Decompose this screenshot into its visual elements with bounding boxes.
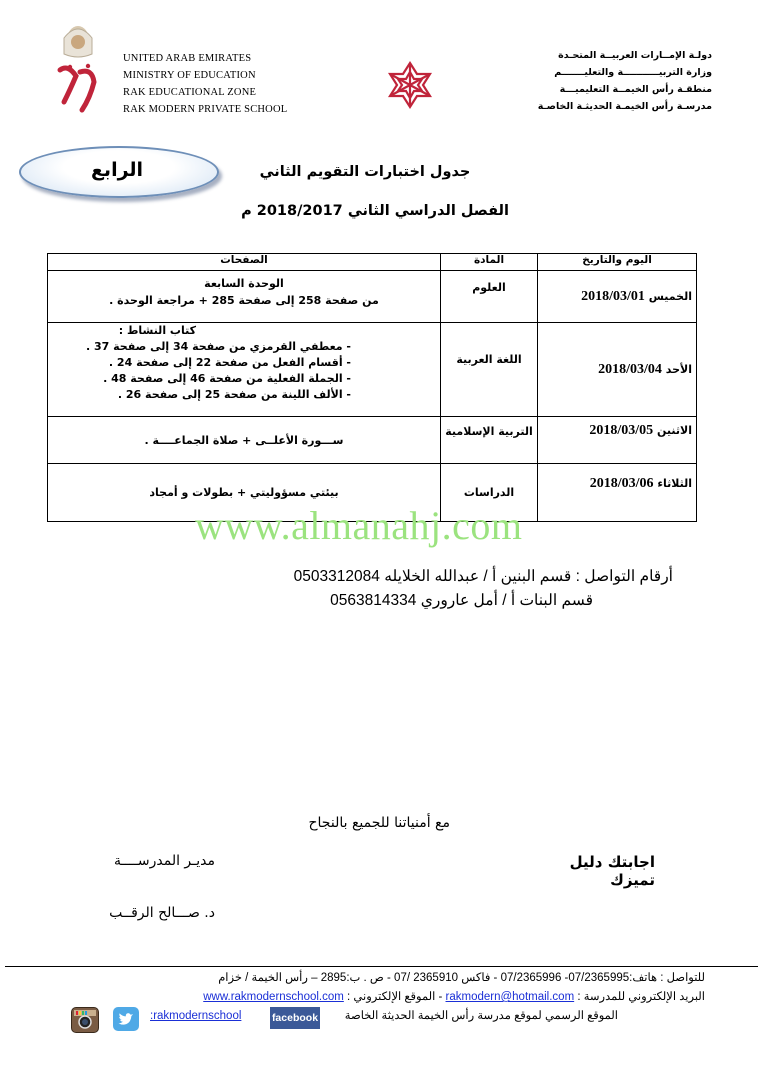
date-cell bbox=[538, 271, 697, 323]
pages-title: كتاب النشاط : bbox=[118, 324, 196, 337]
header-ar-line-3: منطقـة رأس الخيمــة التعليميـــة bbox=[559, 84, 712, 95]
date: 2018/03/06 bbox=[589, 476, 654, 491]
header-ar-line-1: دولـة الإمــارات العربيــة المتحـدة bbox=[558, 50, 712, 61]
page-title: جدول اختبارات التقويم الثاني bbox=[259, 164, 471, 180]
pages-line: ســـورة الأعلــى + صلاة الجماعــــة . bbox=[144, 433, 344, 447]
social-handle-link[interactable]: :rakmodernschool bbox=[150, 1010, 242, 1022]
zayed-year-logo bbox=[54, 20, 102, 120]
pages-line: - أقسام الفعل من صفحة 22 إلى صفحة 24 . bbox=[108, 356, 351, 369]
subject-cell: الدراسات bbox=[441, 464, 538, 522]
subject-cell: التربية الإسلامية bbox=[441, 417, 538, 464]
subject-cell: اللغة العربية bbox=[441, 323, 538, 417]
contact-numbers bbox=[294, 565, 673, 613]
subject-cell: العلوم bbox=[441, 271, 538, 323]
date: 2018/03/05 bbox=[589, 423, 654, 438]
contact-line-1: أرقام التواصل : قسم البنين أ / عبدالله الخلايله 0503312084 bbox=[293, 568, 673, 585]
motto: اجابتك دليل تميزك bbox=[569, 853, 655, 889]
header-pages: الصفحات bbox=[48, 254, 441, 271]
english-header bbox=[123, 50, 287, 118]
closing-wish: مع أمنياتنا للجميع بالنجاح bbox=[308, 815, 450, 831]
pages-cell bbox=[48, 323, 441, 417]
day: الأحد bbox=[665, 362, 692, 376]
pages-line: - الجملة الفعلية من صفحة 46 إلى صفحة 48 . bbox=[103, 372, 351, 385]
footer-contact-line: للتواصل : هاتف:07/2365995- 07/2365996 - فاكس 2365910 /07 - ص . ب:2895 – رأس الخيمة / خزام bbox=[218, 972, 705, 984]
header-subject: المادة bbox=[441, 254, 538, 271]
header-en-line-2: MINISTRY OF EDUCATION bbox=[123, 70, 256, 81]
pages-cell bbox=[48, 271, 441, 323]
header-ar-line-4: مدرسـة رأس الخيمـة الحديثـة الخاصـة bbox=[537, 101, 712, 112]
date: 2018/03/01 bbox=[581, 288, 645, 304]
table-row bbox=[48, 271, 697, 323]
pages-line: من صفحة 258 إلى صفحة 285 + مراجعة الوحدة . bbox=[109, 294, 379, 307]
arabic-header bbox=[538, 47, 712, 115]
header-en-line-3: RAK EDUCATIONAL ZONE bbox=[123, 87, 257, 98]
pages-line: الوحدة السابعة bbox=[204, 277, 284, 290]
principal-name: د. صـــالح الرقــب bbox=[109, 905, 215, 921]
website-link[interactable]: www.rakmodernschool.com bbox=[203, 991, 344, 1003]
table-header-row bbox=[48, 254, 697, 271]
date: 2018/03/04 bbox=[598, 361, 662, 377]
contact-line-2: قسم البنات أ / أمل عاروري 0563814334 bbox=[330, 592, 593, 609]
twitter-icon[interactable] bbox=[113, 1007, 139, 1031]
pages-line: - الألف اللينة من صفحة 25 إلى صفحة 26 . bbox=[117, 388, 351, 401]
pages-line: - معطفي القرمزي من صفحة 34 إلى صفحة 37 . bbox=[85, 340, 351, 353]
footer-divider bbox=[5, 966, 758, 967]
pages-cell bbox=[48, 417, 441, 464]
footer-official-line: الموقع الرسمي لموقع مدرسة رأس الخيمة الحديثة الخاصة bbox=[344, 1010, 618, 1022]
pages-line: بيئتي مسؤوليتي + بطولات و أمجاد bbox=[149, 486, 339, 499]
principal-title: مديـر المدرســــة bbox=[113, 853, 215, 869]
header-ar-line-2: وزارة التربيـــــــــــة والتعليـــــــم bbox=[554, 67, 712, 78]
grade-label: الرابع bbox=[90, 159, 144, 181]
date-cell bbox=[538, 464, 697, 522]
day: الخميس bbox=[648, 289, 692, 303]
day: الثلاثاء bbox=[657, 477, 692, 490]
date-cell bbox=[538, 417, 697, 464]
header-en-line-4: RAK MODERN PRIVATE SCHOOL bbox=[123, 104, 288, 115]
email-link[interactable]: rakmodern@hotmail.com bbox=[445, 991, 575, 1003]
header-en-line-1: UNITED ARAB EMIRATES bbox=[123, 53, 252, 64]
day: الاثنين bbox=[657, 424, 692, 437]
footer-email-line bbox=[203, 989, 705, 1003]
header-date: اليوم والتاريخ bbox=[538, 254, 697, 271]
site-label: - الموقع الإلكتروني : bbox=[343, 991, 446, 1003]
table-row bbox=[48, 417, 697, 464]
table-row bbox=[48, 323, 697, 417]
date-cell bbox=[538, 323, 697, 417]
facebook-icon[interactable]: facebook bbox=[270, 1007, 320, 1029]
instagram-icon[interactable] bbox=[71, 1007, 99, 1033]
exam-schedule-table bbox=[47, 253, 697, 522]
watermark-link[interactable]: www.almanahj.com bbox=[195, 503, 523, 548]
email-label: البريد الإلكتروني للمدرسة : bbox=[574, 991, 705, 1003]
page-subtitle: الفصل الدراسي الثاني 2018/2017 م bbox=[241, 203, 509, 219]
ministry-logo bbox=[385, 60, 435, 110]
